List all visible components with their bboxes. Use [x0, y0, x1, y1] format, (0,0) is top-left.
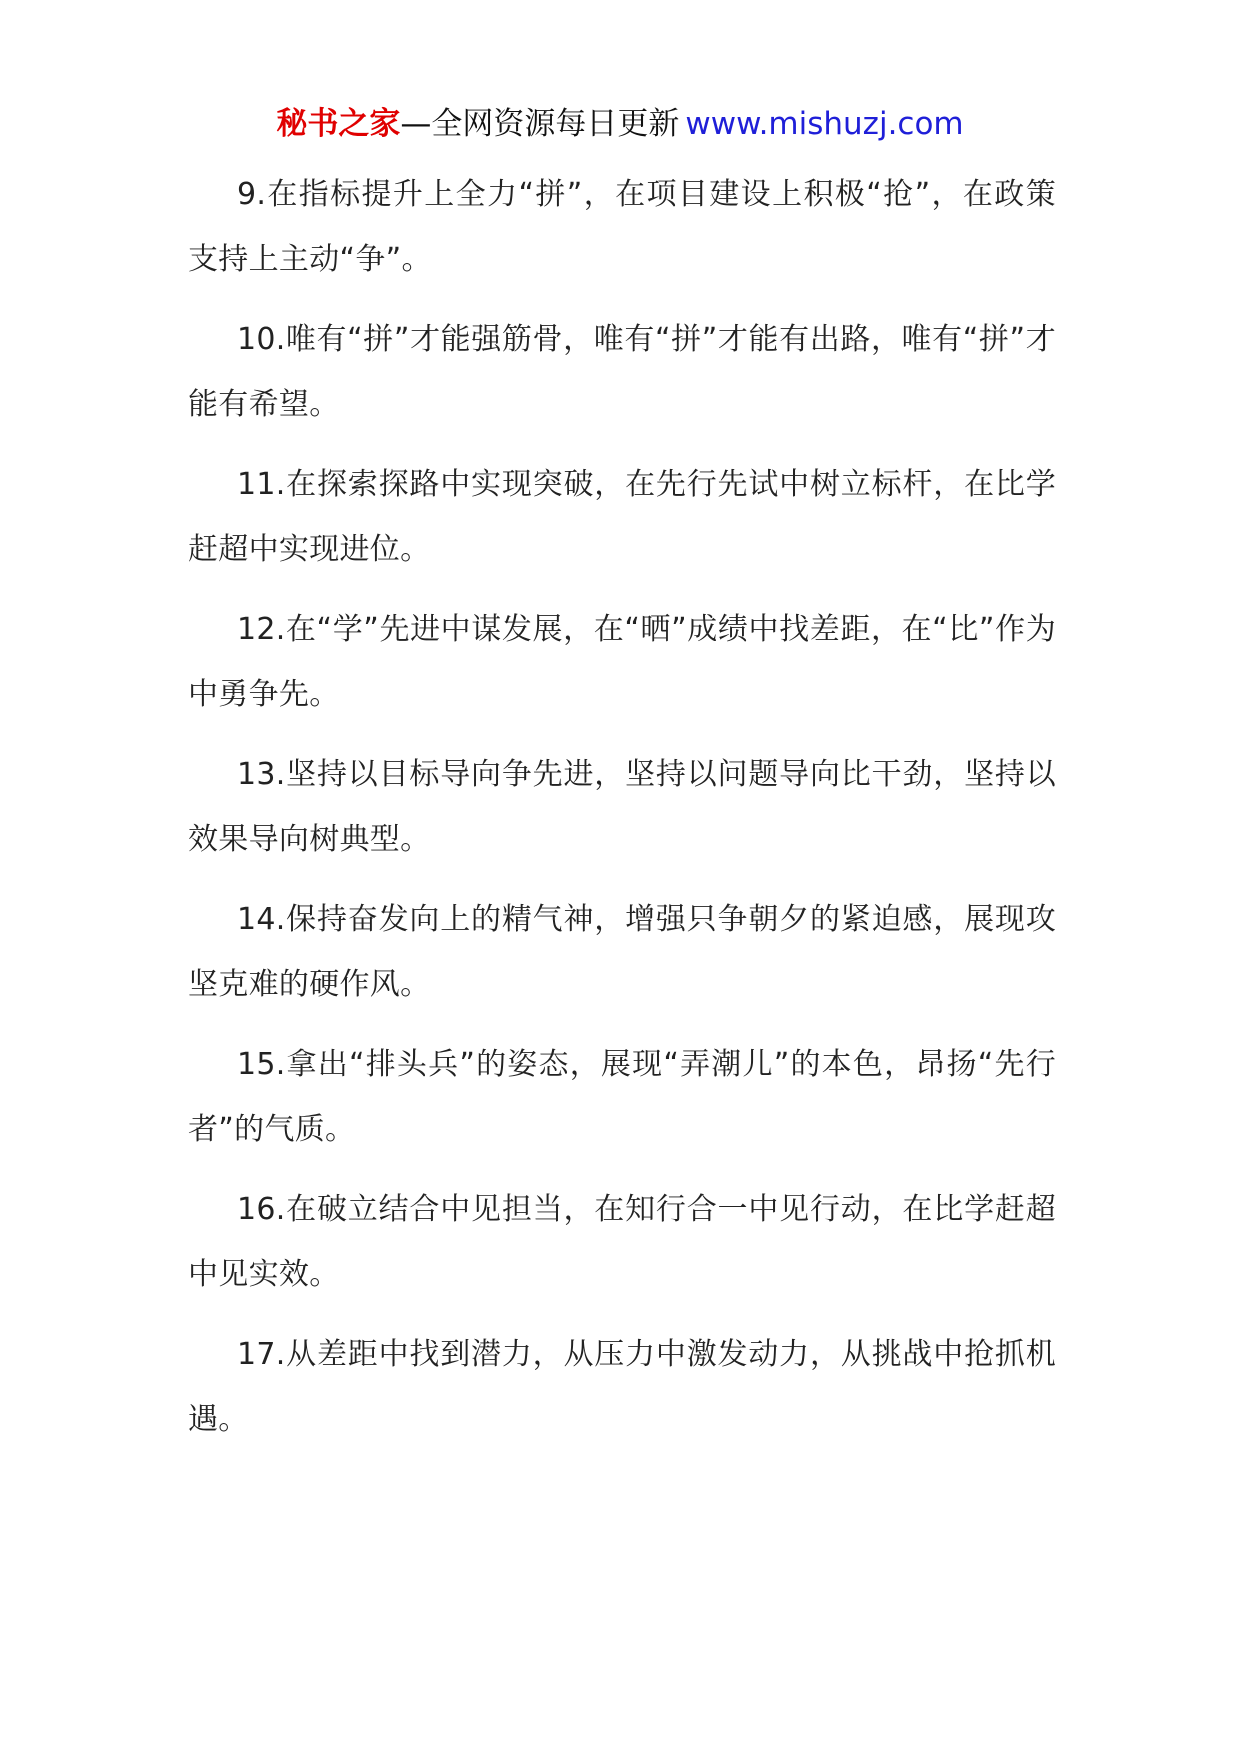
paragraph-12: 12.在“学”先进中谋发展，在“晒”成绩中找差距，在“比”作为中勇争先。: [188, 612, 1056, 712]
paragraph-16: 16.在破立结合中见担当，在知行合一中见行动，在比学赶超中见实效。: [188, 1192, 1056, 1292]
paragraph-13: 13.坚持以目标导向争先进，坚持以问题导向比干劲，坚持以效果导向树典型。: [188, 757, 1056, 857]
paragraph-9: 9.在指标提升上全力“拼”，在项目建设上积极“抢”，在政策支持上主动“争”。: [188, 177, 1056, 277]
header-slogan: —全网资源每日更新: [400, 106, 680, 142]
paragraph-14: 14.保持奋发向上的精气神，增强只争朝夕的紧迫感，展现攻坚克难的硬作风。: [188, 902, 1056, 1002]
page-header: [0, 100, 1240, 148]
paragraph-10: 10.唯有“拼”才能强筋骨，唯有“拼”才能有出路，唯有“拼”才能有希望。: [188, 322, 1056, 422]
document-body: [188, 162, 1056, 1467]
site-url-link[interactable]: www.mishuzj.com: [685, 106, 964, 142]
paragraph-17: 17.从差距中找到潜力，从压力中激发动力，从挑战中抢抓机遇。: [188, 1337, 1056, 1437]
paragraph-11: 11.在探索探路中实现突破，在先行先试中树立标杆，在比学赶超中实现进位。: [188, 467, 1056, 567]
paragraph-15: 15.拿出“排头兵”的姿态，展现“弄潮儿”的本色，昂扬“先行者”的气质。: [188, 1047, 1056, 1147]
brand-name: 秘书之家: [276, 106, 401, 142]
